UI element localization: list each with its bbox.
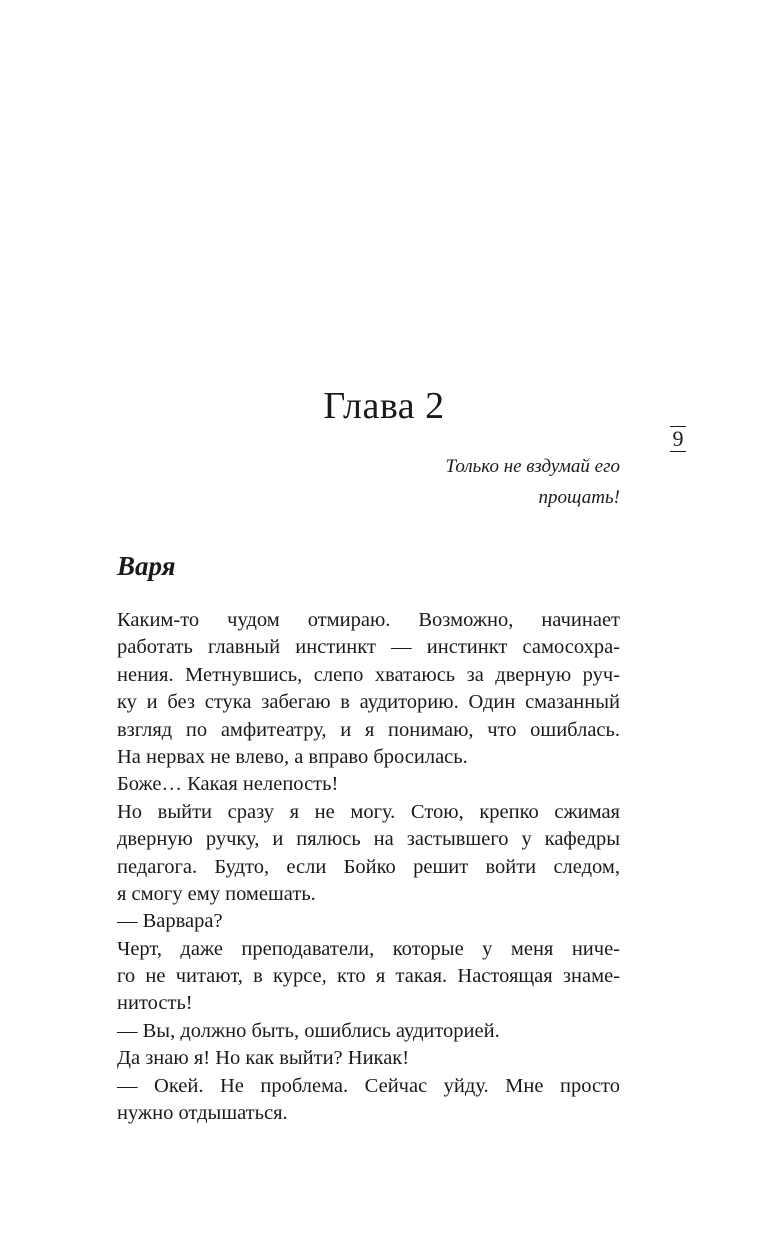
text-line: дверную ручку, и пялюсь на застывшего у кафедры [117,828,620,851]
text-line: Черт, даже преподаватели, которые у меня ниче- [117,937,620,960]
text-line: педагога. Будто, если Бойко решит войти следом, [117,855,620,878]
page-number-value: 9 [672,426,684,451]
text-line: Каким-то чудом отмираю. Возможно, начинает [117,609,620,631]
text-line: — Варвара? [117,910,223,933]
body-text [117,607,620,1127]
section-heading: Варя [117,551,176,581]
text-line: го не читают, в курсе, кто я такая. Настоящая знаме- [117,965,620,988]
epigraph [330,451,620,513]
text-line: нитость! [117,992,193,1015]
text-line: Боже… Какая нелепость! [117,773,339,796]
page-number [668,426,688,452]
epigraph-line: Только не вздумай его [445,456,620,477]
chapter-title: Глава 2 [323,385,445,427]
text-line: На нервах не влево, а вправо бросилась. [117,745,468,768]
text-line: работать главный инстинкт — инстинкт самосохра- [117,636,620,659]
page-number-bottom-rule [670,451,686,452]
text-line: Да знаю я! Но как выйти? Никак! [117,1047,410,1070]
epigraph-line: прощать! [538,487,620,508]
text-line: нения. Метнувшись, слепо хватаюсь за дверную руч- [117,663,620,686]
text-line: ку и без стука забегаю в аудиторию. Один смазанный [117,691,620,714]
text-line: — Окей. Не проблема. Сейчас уйду. Мне просто [117,1074,620,1097]
text-line: я смогу ему помешать. [117,882,316,905]
text-line: нужно отдышаться. [117,1102,288,1125]
text-line: — Вы, должно быть, ошиблись аудиторией. [117,1019,500,1042]
text-line: взгляд по амфитеатру, и я понимаю, что ошиблась. [117,718,620,741]
text-line: Но выйти сразу я не могу. Стою, крепко сжимая [117,800,620,823]
